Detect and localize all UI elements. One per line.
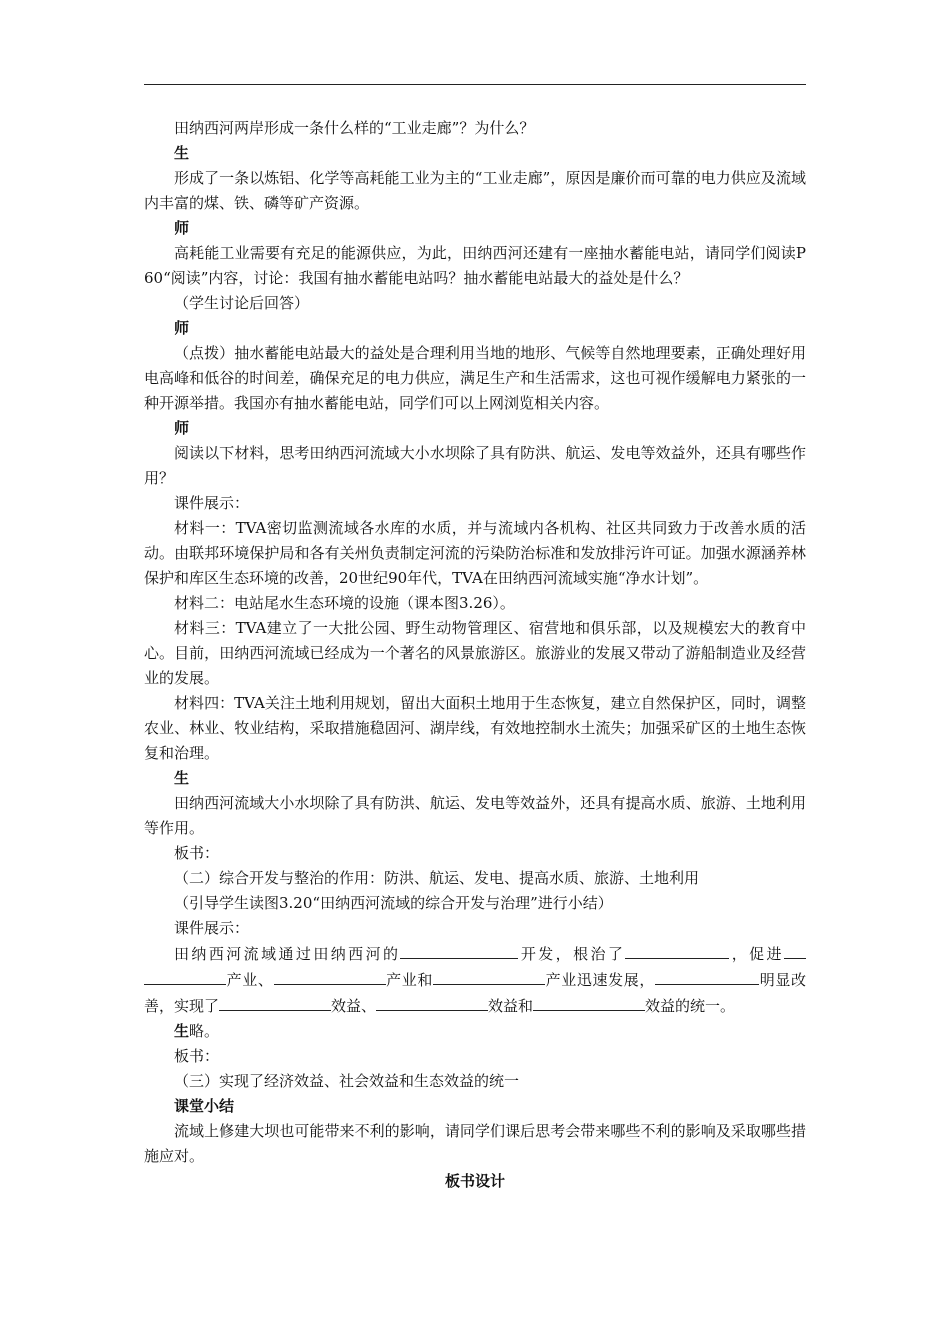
blank-line[interactable] [376,993,488,1011]
blank-line[interactable] [784,941,806,959]
reading-task-paragraph: 阅读以下材料，思考田纳西河流域大小水坝除了具有防洪、航运、发电等效益外，还具有哪些作用？ [144,444,806,487]
fill-text: 效益和 [488,997,534,1015]
class-summary-paragraph: 流域上修建大坝也可能带来不利的影响，请同学们课后思考会带来哪些不利的影响及采取哪些措施应对。 [144,1122,806,1165]
fill-text: 明显改善，实现了 [144,971,806,1015]
document-body [144,116,806,1194]
blank-line[interactable] [655,967,759,985]
teacher-paragraph: 高耗能工业需要有充足的能源供应，为此，田纳西河还建有一座抽水蓄能电站，请同学们阅读P 60“阅读”内容，讨论：我国有抽水蓄能电站吗？抽水蓄能电站最大的益处是什么？ [144,244,806,287]
role-teacher: 师 [174,419,190,437]
guidance-paragraph: （点拨）抽水蓄能电站最大的益处是合理利用当地的地形、气候等自然地理要素，正确处理好用电高峰和低谷的时间差，确保充足的电力供应，满足生产和生活需求，这也可视作缓解电力紧张的一种开源举措。我国亦有抽水蓄能电站，同学们可以上网浏览相关内容。 [144,344,806,412]
blank-line[interactable] [400,941,518,959]
role-teacher: 师 [174,219,190,237]
blank-line[interactable] [219,993,331,1011]
role-student: 生 [174,769,190,787]
fill-text: ，促进 [729,945,784,963]
fill-text: 开发，根治了 [518,945,626,963]
fill-text: 效益、 [331,997,377,1015]
blank-line[interactable] [274,967,386,985]
role-student: 生 [174,144,190,162]
student-answer: 田纳西河流域大小水坝除了具有防洪、航运、发电等效益外，还具有提高水质、旅游、土地利用等作用。 [144,794,806,837]
board-point-3: （三）实现了经济效益、社会效益和生态效益的统一 [174,1072,520,1090]
fill-text: 产业、 [226,971,274,989]
blank-line[interactable] [625,941,729,959]
board-label: 板书： [174,844,220,862]
fill-text: 产业和 [385,971,434,989]
material-3: 材料三：TVA建立了一大批公园、野生动物管理区、宿营地和俱乐部，以及规模宏大的教育中心。目前，田纳西河流域已经成为一个著名的风景旅游区。旅游业的发展又带动了游船制造业及经营业的发展。 [144,619,806,687]
header-rule [144,84,806,85]
board-point-2: （二）综合开发与整治的作用：防洪、航运、发电、提高水质、旅游、土地利用 [174,869,700,887]
blank-line[interactable] [433,967,545,985]
student-discussion-note: （学生讨论后回答） [174,294,310,312]
brief-text: 略。 [189,1022,220,1040]
answer-paragraph: 形成了一条以炼铝、化学等高耗能工业为主的“工业走廊”，原因是廉价而可靠的电力供应及流域内丰富的煤、铁、磷等矿产资源。 [144,169,806,212]
role-teacher: 师 [174,319,190,337]
board-label: 板书： [174,1047,220,1065]
class-summary-heading: 课堂小结 [174,1097,235,1115]
fill-in-blank-paragraph [144,941,806,1019]
material-4: 材料四：TVA关注土地利用规划，留出大面积土地用于生态恢复，建立自然保护区，同时，调整农业、林业、牧业结构，采取措施稳固河、湖岸线，有效地控制水土流失；加强采矿区的土地生态恢复和治理。 [144,694,806,762]
role-student: 生 [174,1022,190,1040]
fill-text: 田纳西河流域通过田纳西河的 [174,945,401,963]
material-1: 材料一：TVA密切监测流域各水库的水质，并与流域内各机构、社区共同致力于改善水质的活动。由联邦环境保护局和各有关州负责制定河流的污染防治标准和发放排污许可证。加强水源涵养林保护和库区生态环境的改善，20世纪90年代，TVA在田纳西河流域实施“净水计划”。 [144,519,806,587]
fill-text: 效益的统一。 [645,997,736,1015]
blank-line[interactable] [533,993,645,1011]
student-brief-line [144,1019,806,1044]
fill-text: 产业迅速发展， [545,971,656,989]
board-design-heading: 板书设计 [444,1172,505,1190]
question-line: 田纳西河两岸形成一条什么样的“工业走廊”？为什么？ [174,119,535,137]
blank-line[interactable] [144,967,226,985]
courseware-label: 课件展示： [174,494,250,512]
courseware-label: 课件展示： [174,919,250,937]
material-2: 材料二：电站尾水生态环境的设施（课本图3.26）。 [174,594,515,612]
summary-guide: （引导学生读图3.20“田纳西河流域的综合开发与治理”进行小结） [174,894,613,912]
